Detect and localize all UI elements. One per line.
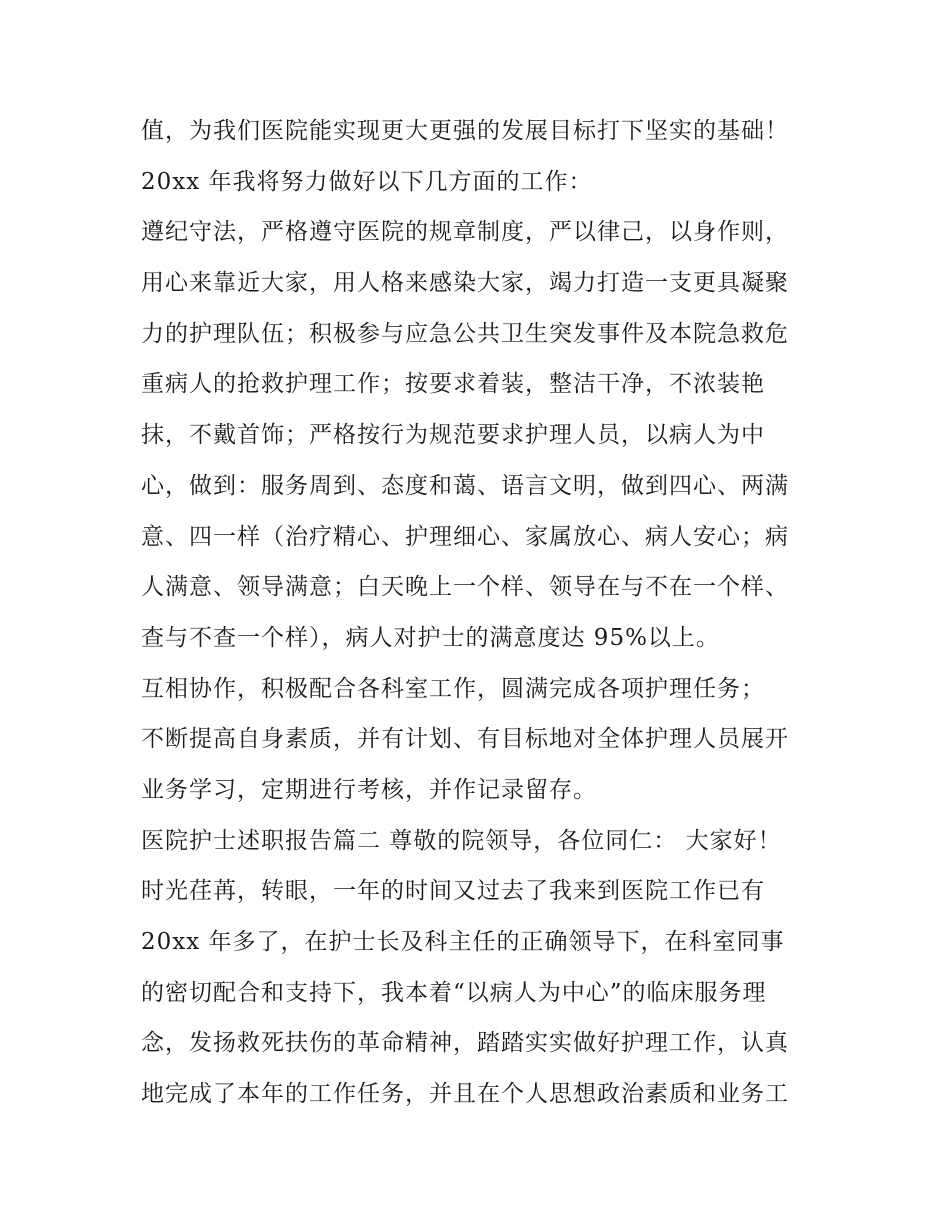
text-line: 查与不查一个样），病人对护士的满意度达 95%以上。 <box>141 624 720 651</box>
text-line: 遵纪守法，严格遵守医院的规章制度，严以律己，以身作则， <box>141 219 789 246</box>
text-line: 念，发扬救死扶伤的革命精神，踏踏实实做好护理工作，认真 <box>141 1030 789 1057</box>
text-line: 医院护士述职报告篇二 尊敬的院领导，各位同仁： 大家好！ <box>141 827 782 854</box>
body-text <box>141 106 831 1120</box>
text-line: 意、四一样（治疗精心、护理细心、家属放心、病人安心；病 <box>141 523 789 550</box>
text-line: 20xx 年我将努力做好以下几方面的工作： <box>141 168 593 195</box>
text-line: 不断提高自身素质，并有计划、有目标地对全体护理人员展开 <box>141 726 789 753</box>
text-line: 抹，不戴首饰；严格按行为规范要求护理人员，以病人为中 <box>141 422 765 449</box>
text-line: 地完成了本年的工作任务，并且在个人思想政治素质和业务工 <box>141 1081 789 1108</box>
text-line: 20xx 年多了，在护士长及科主任的正确领导下，在科室同事 <box>141 929 785 955</box>
text-line: 人满意、领导满意；白天晚上一个样、领导在与不在一个样、 <box>141 574 789 601</box>
text-line: 用心来靠近大家，用人格来感染大家，竭力打造一支更具凝聚 <box>141 270 789 297</box>
text-line: 时光荏苒，转眼，一年的时间又过去了我来到医院工作已有 <box>141 878 765 905</box>
text-line: 力的护理队伍；积极参与应急公共卫生突发事件及本院急救危 <box>141 320 789 347</box>
text-line: 心，做到：服务周到、态度和蔼、语言文明，做到四心、两满 <box>141 472 789 499</box>
text-line: 互相协作，积极配合各科室工作，圆满完成各项护理任务； <box>141 675 765 702</box>
text-line: 值，为我们医院能实现更大更强的发展目标打下坚实的基础！ <box>141 118 789 144</box>
text-line: 重病人的抢救护理工作；按要求着装，整洁干净，不浓装艳 <box>141 371 765 398</box>
text-line: 业务学习，定期进行考核，并作记录留存。 <box>141 776 597 803</box>
text-line: 的密切配合和支持下，我本着“以病人为中心”的临床服务理 <box>141 979 767 1006</box>
